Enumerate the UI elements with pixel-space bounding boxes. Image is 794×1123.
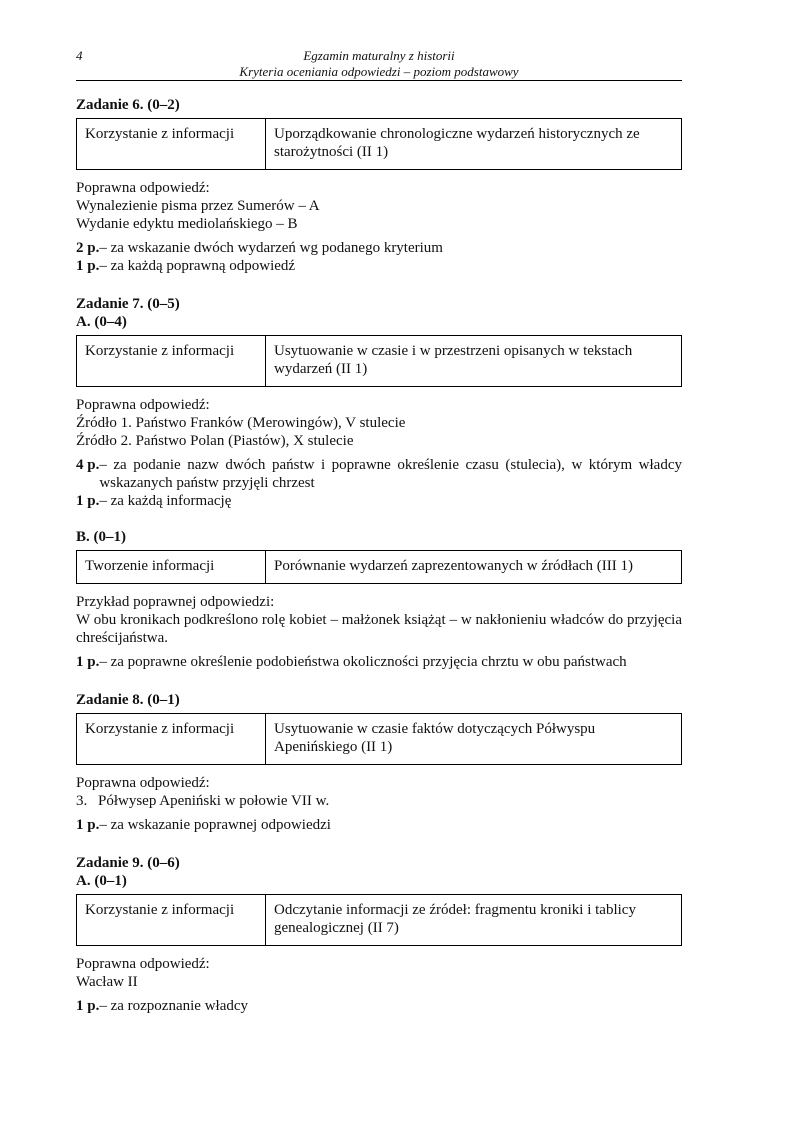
task-9a-criteria-table (76, 894, 682, 946)
task-7a-answer-line: Źródło 2. Państwo Polan (Piastów), X stulecie (76, 433, 354, 449)
task-6-answer-line: Wynalezienie pisma przez Sumerów – A (76, 198, 320, 214)
task-9 (76, 854, 682, 1015)
scoring-text: – za wskazanie dwóch wydarzeń wg podanego kryterium (99, 240, 443, 256)
task-6-scoring (76, 239, 682, 275)
task-7a-requirement: Usytuowanie w czasie i w przestrzeni opisanych w tekstach wydarzeń (II 1) (266, 336, 682, 387)
scoring-text: – za każdą poprawną odpowiedź (99, 258, 296, 274)
scoring-text: – za wskazanie poprawnej odpowiedzi (99, 817, 331, 833)
task-9a-scoring (76, 997, 682, 1015)
task-6-answer-line: Wydanie edyktu mediolańskiego – B (76, 216, 298, 232)
task-7a-criteria-table (76, 335, 682, 387)
task-9a-answer (76, 955, 682, 991)
scoring-rule (76, 456, 682, 492)
task-9a-answer-label: Poprawna odpowiedź: (76, 956, 210, 972)
task-8-title: Zadanie 8. (0–1) (76, 692, 180, 708)
scoring-text: – za podanie nazw dwóch państw i poprawne określenie czasu (stulecia), w którym władcy wskazanych państw przyjęli chrzest (99, 457, 682, 491)
task-6-answer (76, 179, 682, 233)
scoring-text: – za poprawne określenie podobieństwa okoliczności przyjęcia chrztu w obu państwach (99, 654, 627, 670)
page-number: 4 (76, 48, 83, 63)
scoring-points: 1 p. (76, 493, 100, 509)
scoring-rule (76, 492, 682, 510)
answer-number: 3. (76, 793, 88, 809)
task-7b-criteria-table (76, 550, 682, 584)
page-header (76, 48, 682, 81)
task-6-criteria-table (76, 118, 682, 170)
task-8-answer-item (76, 792, 682, 810)
task-8 (76, 691, 682, 834)
task-8-scoring (76, 816, 682, 834)
header-line-2: Kryteria oceniania odpowiedzi – poziom podstawowy (239, 64, 519, 79)
task-9-title: Zadanie 9. (0–6) (76, 855, 180, 871)
task-6-answer-label: Poprawna odpowiedź: (76, 180, 210, 196)
task-7b-title: B. (0–1) (76, 529, 126, 545)
task-7b-answer-label: Przykład poprawnej odpowiedzi: (76, 594, 275, 610)
task-7a-answer (76, 396, 682, 450)
task-7b-skill: Tworzenie informacji (77, 551, 266, 584)
task-8-skill: Korzystanie z informacji (77, 714, 266, 765)
task-8-requirement: Usytuowanie w czasie faktów dotyczących Półwyspu Apenińskiego (II 1) (266, 714, 682, 765)
task-8-answer (76, 774, 682, 810)
task-8-criteria-table (76, 713, 682, 765)
header-line-1: Egzamin maturalny z historii (303, 48, 455, 63)
task-7a-scoring (76, 456, 682, 510)
task-7 (76, 295, 682, 671)
scoring-points: 1 p. (76, 654, 100, 670)
task-6-title: Zadanie 6. (0–2) (76, 97, 180, 113)
header-title (76, 48, 682, 80)
task-7a-answer-line: Źródło 1. Państwo Franków (Merowingów), V stulecie (76, 415, 406, 431)
task-8-answer-label: Poprawna odpowiedź: (76, 775, 210, 791)
task-7b-scoring (76, 653, 682, 671)
task-7b-requirement: Porównanie wydarzeń zaprezentowanych w źródłach (III 1) (266, 551, 682, 584)
task-6-requirement: Uporządkowanie chronologiczne wydarzeń historycznych ze starożytności (II 1) (266, 119, 682, 170)
task-6-skill: Korzystanie z informacji (77, 119, 266, 170)
answer-text: Półwysep Apeniński w połowie VII w. (98, 793, 330, 809)
scoring-points: 1 p. (76, 258, 100, 274)
scoring-text: – za każdą informację (99, 493, 232, 509)
task-7a-answer-label: Poprawna odpowiedź: (76, 397, 210, 413)
task-6 (76, 96, 682, 275)
task-9a-answer-text: Wacław II (76, 974, 138, 990)
scoring-text: – za rozpoznanie władcy (99, 998, 249, 1014)
task-7b-answer (76, 593, 682, 647)
scoring-rule (76, 997, 682, 1015)
scoring-points: 2 p. (76, 240, 100, 256)
task-9a-skill: Korzystanie z informacji (77, 895, 266, 946)
scoring-points: 4 p. (76, 457, 100, 473)
task-9a-title: A. (0–1) (76, 873, 127, 889)
document-body (76, 96, 682, 1015)
scoring-rule (76, 816, 682, 834)
scoring-rule (76, 257, 682, 275)
task-7b-answer-text: W obu kronikach podkreślono rolę kobiet – małżonek książąt – w nakłonieniu władców do przyjęcia chreścijaństwa. (76, 612, 682, 646)
scoring-rule (76, 653, 682, 671)
task-7-title: Zadanie 7. (0–5) (76, 296, 180, 312)
task-7a-title: A. (0–4) (76, 314, 127, 330)
scoring-points: 1 p. (76, 817, 100, 833)
task-7a-skill: Korzystanie z informacji (77, 336, 266, 387)
scoring-points: 1 p. (76, 998, 100, 1014)
scoring-rule (76, 239, 682, 257)
task-9a-requirement: Odczytanie informacji ze źródeł: fragmentu kroniki i tablicy genealogicznej (II 7) (266, 895, 682, 946)
